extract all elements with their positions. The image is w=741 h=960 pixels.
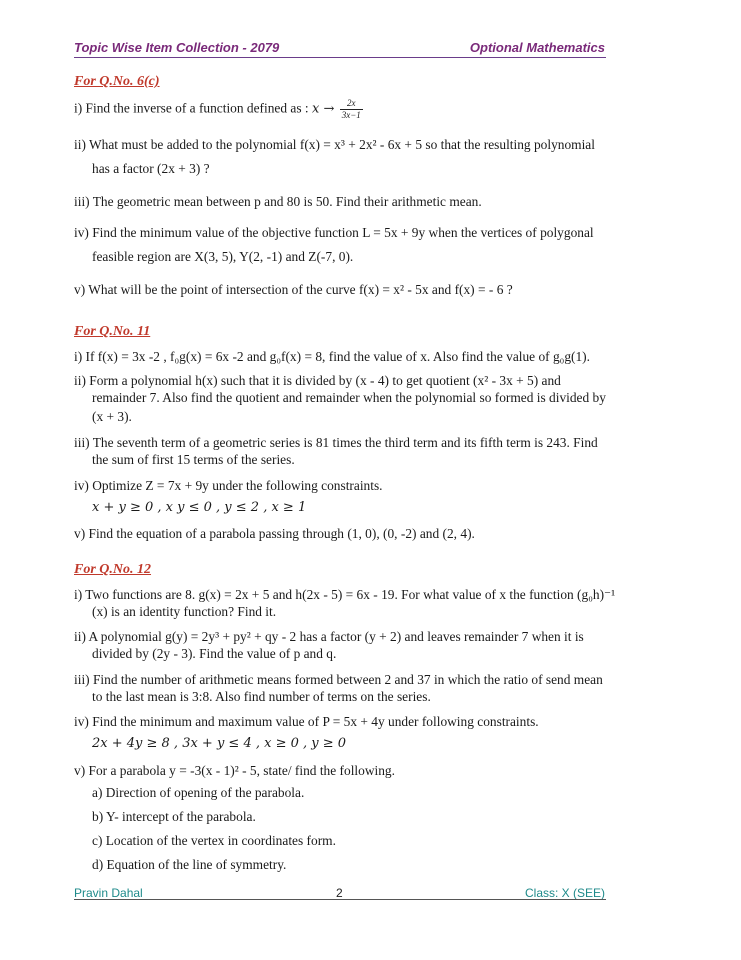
section-title-6c: For Q.No. 6(c) <box>74 74 160 89</box>
question-text: i) Find the inverse of a function defined as : <box>74 100 309 116</box>
question-12-i: i) Two functions are 8. g(x) = 2x + 5 and h(2x - 5) = 6x - 19. For what value of x the function (g₀h)⁻¹ <box>74 587 616 602</box>
question-11-iii: iii) The seventh term of a geometric series is 81 times the third term and its fifth term is 243. Find <box>74 435 598 450</box>
fraction <box>340 98 363 121</box>
question-6c-iii: iii) The geometric mean between p and 80 is 50. Find their arithmetic mean. <box>74 194 482 209</box>
question-12-ii: ii) A polynomial g(y) = 2y³ + py² + qy - 2 has a factor (y + 2) and leaves remainder 7 when it is <box>74 629 584 644</box>
footer-page-number: 2 <box>336 886 343 900</box>
question-12-i-cont: (x) is an identity function? Find it. <box>92 604 277 619</box>
question-12-v-c: c) Location of the vertex in coordinates form. <box>92 833 336 848</box>
question-12-v: v) For a parabola y = -3(x - 1)² - 5, state/ find the following. <box>74 763 395 778</box>
question-6c-i <box>74 98 674 121</box>
question-12-iv: iv) Find the minimum and maximum value of P = 5x + 4y under following constraints. <box>74 714 539 729</box>
question-12-iii: iii) Find the number of arithmetic means formed between 2 and 37 in which the ratio of send mean <box>74 672 603 687</box>
fraction-numerator: 2x <box>340 98 363 110</box>
question-6c-ii <box>74 135 674 154</box>
footer-author: Pravin Dahal <box>74 886 143 900</box>
footer-rule <box>74 899 606 900</box>
question-6c-iv-cont: feasible region are X(3, 5), Y(2, -1) and Z(-7, 0). <box>92 249 354 264</box>
section-title-12: For Q.No. 12 <box>74 562 152 577</box>
fraction-denominator: 3x−1 <box>341 110 361 120</box>
question-11-v: v) Find the equation of a parabola passing through (1, 0), (0, -2) and (2, 4). <box>74 526 475 541</box>
question-12-v-a: a) Direction of opening of the parabola. <box>92 785 305 800</box>
constraints-11-iv: x + y ≥ 0 , x y ≤ 0 , y ≤ 2 , x ≥ 1 <box>92 500 307 515</box>
question-12-ii-cont: divided by (2y - 3). Find the value of p and q. <box>92 646 337 661</box>
constraints-12-iv: 2x + 4y ≥ 8 , 3x + y ≤ 4 , x ≥ 0 , y ≥ 0 <box>92 736 347 751</box>
question-12-v-d: d) Equation of the line of symmetry. <box>92 857 287 872</box>
question-11-ii: ii) Form a polynomial h(x) such that it is divided by (x - 4) to get quotient (x² - 3x + 5) and <box>74 373 561 388</box>
question-11-iv: iv) Optimize Z = 7x + 9y under the following constraints. <box>74 478 383 493</box>
header-topic: Topic Wise Item Collection - 2079 <box>74 40 280 55</box>
question-11-i: i) If f(x) = 3x -2 , f₀g(x) = 6x -2 and g₀f(x) = 8, find the value of x. Also find the value of g₀g(1). <box>74 349 590 364</box>
question-6c-iv: iv) Find the minimum value of the objective function L = 5x + 9y when the vertices of polygonal <box>74 225 594 240</box>
header-rule <box>74 57 606 58</box>
header-subject: Optional Mathematics <box>469 40 605 55</box>
question-11-ii-cont1: remainder 7. Also find the quotient and remainder when the polynomial so formed is divided by <box>92 390 606 405</box>
question-11-iii-cont: the sum of first 15 terms of the series. <box>92 452 295 467</box>
question-line: ii) What must be added to the polynomial f(x) = x³ + 2x² - 6x + 5 so that the resulting polynomial <box>74 137 595 152</box>
section-title-11: For Q.No. 11 <box>74 324 151 339</box>
question-6c-v: v) What will be the point of intersection of the curve f(x) = x² - 5x and f(x) = - 6 ? <box>74 282 513 297</box>
mapping-arrow: x → <box>312 101 335 117</box>
question-11-ii-cont2: (x + 3). <box>92 409 132 424</box>
question-12-v-b: b) Y- intercept of the parabola. <box>92 809 256 824</box>
footer-class: Class: X (SEE) <box>524 886 605 900</box>
question-6c-ii-cont: has a factor (2x + 3) ? <box>92 161 210 176</box>
question-12-iii-cont: to the last mean is 3:8. Also find number of terms on the series. <box>92 689 431 704</box>
